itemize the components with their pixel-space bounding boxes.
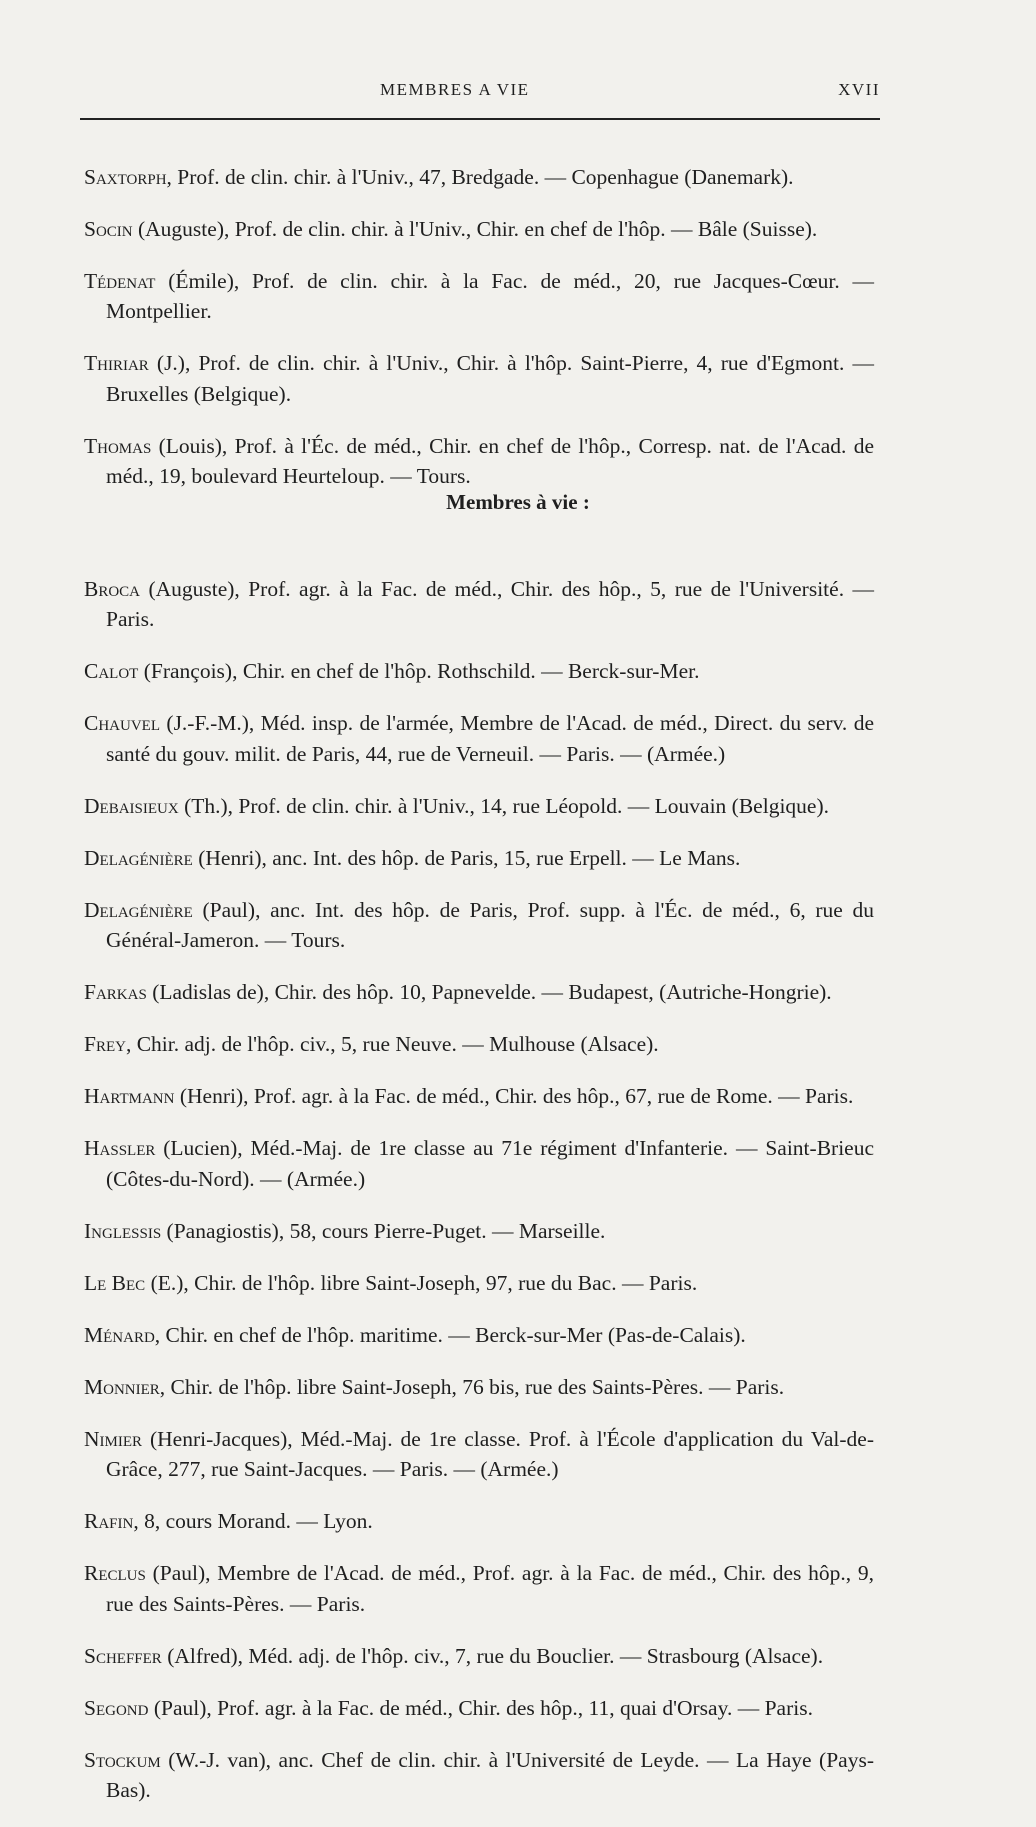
member-details: , Prof. de clin. chir. à l'Univ., 47, Bredgade. — Copenhague (Danemark). (166, 164, 794, 189)
member-details: , Chir. adj. de l'hôp. civ., 5, rue Neuve. — Mulhouse (Alsace). (125, 1032, 659, 1056)
list-item (84, 1133, 874, 1194)
member-details: , Chir. de l'hôp. libre Saint-Joseph, 76 bis, rue des Saints-Pères. — Paris. (159, 1374, 785, 1399)
member-details: , 8, cours Morand. — Lyon. (133, 1509, 373, 1533)
member-name: Calot (84, 659, 139, 683)
member-details: (Henri-Jacques), Méd.-Maj. de 1re classe. Prof. à l'École d'application du Val-de-Grâce, 277, rue Saint-Jacques. — Paris. — (Armée.) (106, 1426, 874, 1481)
member-details: (E.), Chir. de l'hôp. libre Saint-Joseph, 97, rue du Bac. — Paris. (145, 1270, 698, 1295)
list-item (84, 1506, 874, 1537)
member-name: Thiriar (84, 351, 149, 375)
member-name: Rafin (84, 1509, 134, 1533)
list-item (84, 1268, 874, 1299)
member-details: (Paul), Membre de l'Acad. de méd., Prof. agr. à la Fac. de méd., Chir. des hôp., 9, rue des Saints-Pères. — Paris. (106, 1561, 874, 1616)
member-details: (Alfred), Méd. adj. de l'hôp. civ., 7, rue du Bouclier. — Strasbourg (Alsace). (161, 1643, 824, 1668)
list-item (84, 656, 874, 687)
member-name: Scheffer (84, 1643, 162, 1668)
member-details: (Émile), Prof. de clin. chir. à la Fac. de méd., 20, rue Jacques-Cœur. — Montpellier. (106, 268, 874, 323)
list-item (84, 1693, 874, 1724)
list-item (84, 348, 874, 409)
list-item (84, 162, 874, 193)
header-rule (80, 118, 880, 120)
member-name: Delagénière (84, 897, 193, 922)
member-details: (Louis), Prof. à l'Éc. de méd., Chir. en chef de l'hôp., Corresp. nat. de l'Acad. de méd., 19, boulevard Heurteloup. — Tours. (106, 433, 874, 488)
member-details: (Ladislas de), Chir. des hôp. 10, Papnevelde. — Budapest, (Autriche-Hongrie). (146, 980, 832, 1004)
member-name: Chauvel (84, 711, 160, 735)
page-number: XVII (838, 80, 880, 99)
member-name: Hassler (84, 1136, 156, 1160)
member-details: (Lucien), Méd.-Maj. de 1re classe au 71e régiment d'Infanterie. — Saint-Brieuc (Côtes-du-Nord). — (Armée.) (106, 1136, 874, 1191)
member-name: Segond (84, 1695, 149, 1720)
list-item (84, 977, 874, 1008)
running-title: MEMBRES A VIE (380, 80, 530, 99)
member-details: (Th.), Prof. de clin. chir. à l'Univ., 14, rue Léopold. — Louvain (Belgique). (178, 793, 829, 818)
member-details: (Paul), Prof. agr. à la Fac. de méd., Chir. des hôp., 11, quai d'Orsay. — Paris. (148, 1695, 813, 1720)
member-details: (W.-J. van), anc. Chef de clin. chir. à l'Université de Leyde. — La Haye (Pays-Bas). (106, 1747, 874, 1802)
member-name: Socin (84, 216, 133, 241)
list-item (84, 266, 874, 327)
member-name: Reclus (84, 1561, 146, 1585)
member-details: (Henri), Prof. agr. à la Fac. de méd., Chir. des hôp., 67, rue de Rome. — Paris. (174, 1084, 854, 1108)
member-name: Tédenat (84, 268, 156, 293)
member-details: (J.), Prof. de clin. chir. à l'Univ., Chir. à l'hôp. Saint-Pierre, 4, rue d'Egmont. — Bruxelles (Belgique). (106, 351, 874, 406)
entries-list-top (84, 140, 874, 513)
running-header (80, 80, 880, 110)
list-item (84, 1558, 874, 1619)
list-item (84, 791, 874, 822)
list-item (84, 1216, 874, 1247)
member-name: Delagénière (84, 845, 193, 870)
member-name: Inglessis (84, 1218, 162, 1243)
member-details: (Panagiostis), 58, cours Pierre-Puget. — Marseille. (161, 1218, 606, 1243)
entries-list-bottom (84, 552, 874, 1827)
list-item (84, 431, 874, 492)
list-item (84, 1029, 874, 1060)
list-item (84, 1641, 874, 1672)
list-item (84, 708, 874, 769)
list-item (84, 214, 874, 245)
member-name: Debaisieux (84, 793, 179, 818)
member-name: Le Bec (84, 1270, 146, 1295)
member-name: Broca (84, 576, 141, 601)
member-details: (Auguste), Prof. agr. à la Fac. de méd., Chir. des hôp., 5, rue de l'Université. — Paris. (106, 576, 874, 631)
list-item (84, 1320, 874, 1351)
list-item (84, 843, 874, 874)
member-name: Farkas (84, 980, 147, 1004)
list-item (84, 1372, 874, 1403)
member-name: Thomas (84, 433, 152, 458)
member-details: (J.-F.-M.), Méd. insp. de l'armée, Membre de l'Acad. de méd., Direct. du serv. de santé du gouv. milit. de Paris, 44, rue de Verneuil. — Paris. — (Armée.) (106, 711, 874, 766)
list-item (84, 574, 874, 635)
list-item (84, 1424, 874, 1485)
member-name: Frey (84, 1032, 126, 1056)
member-name: Hartmann (84, 1084, 175, 1108)
member-details: , Chir. en chef de l'hôp. maritime. — Berck-sur-Mer (Pas-de-Calais). (154, 1322, 746, 1347)
member-name: Stockum (84, 1747, 161, 1772)
list-item (84, 1081, 874, 1112)
list-item (84, 895, 874, 956)
list-item (84, 1745, 874, 1806)
member-name: Saxtorph (84, 164, 167, 189)
member-name: Monnier (84, 1374, 160, 1399)
section-heading: Membres à vie : (446, 490, 590, 514)
member-details: (François), Chir. en chef de l'hôp. Rothschild. — Berck-sur-Mer. (138, 659, 700, 683)
member-details: (Henri), anc. Int. des hôp. de Paris, 15, rue Erpell. — Le Mans. (192, 845, 741, 870)
member-name: Nimier (84, 1426, 143, 1451)
member-details: (Auguste), Prof. de clin. chir. à l'Univ., Chir. en chef de l'hôp. — Bâle (Suisse). (132, 216, 818, 241)
member-details: (Paul), anc. Int. des hôp. de Paris, Prof. supp. à l'Éc. de méd., 6, rue du Général-Jameron. — Tours. (106, 897, 874, 952)
member-name: Ménard (84, 1322, 155, 1347)
